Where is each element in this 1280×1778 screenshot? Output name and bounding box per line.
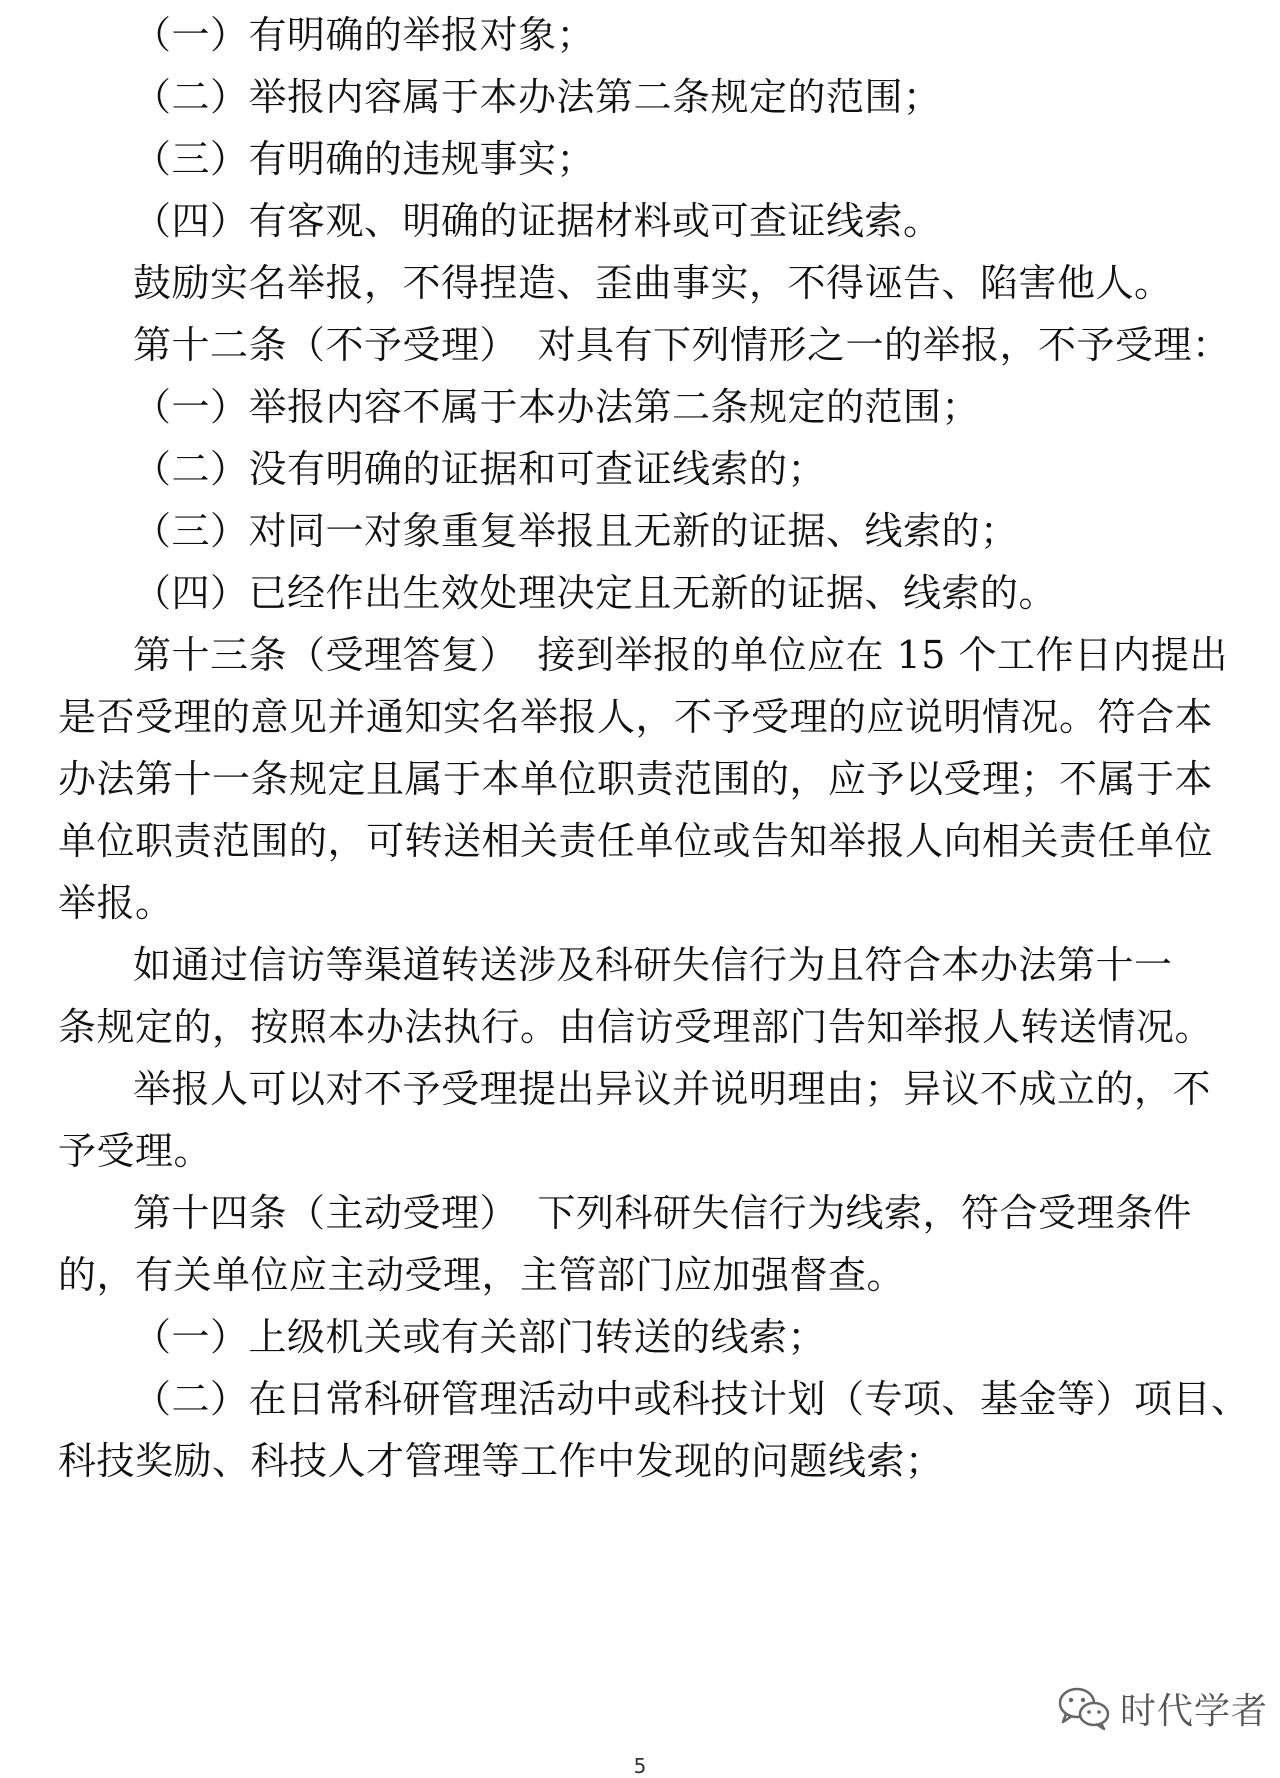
text-line: （四）有客观、明确的证据材料或可查证线索。 — [133, 199, 942, 243]
wechat-icon — [1056, 1684, 1112, 1732]
text-line: 办法第十一条规定且属于本单位职责范围的，应予以受理；不属于本 — [58, 757, 1214, 801]
article-heading-line: 第十四条（主动受理） 下列科研失信行为线索，符合受理条件 — [133, 1191, 1193, 1235]
article-heading-line: 第十三条（受理答复） 接到举报的单位应在 15 个工作日内提出 — [133, 633, 1229, 677]
text-line: （一）有明确的举报对象； — [133, 13, 596, 57]
text-line: 如通过信访等渠道转送涉及科研失信行为且符合本办法第十一 — [133, 943, 1173, 987]
text-line: （二）举报内容属于本办法第二条规定的范围； — [133, 75, 942, 119]
text-line: （一）上级机关或有关部门转送的线索； — [133, 1315, 827, 1359]
text-line: （一）举报内容不属于本办法第二条规定的范围； — [133, 385, 981, 429]
text-line: 条规定的，按照本办法执行。由信访受理部门告知举报人转送情况。 — [58, 1005, 1214, 1049]
text-line: （三）有明确的违规事实； — [133, 137, 596, 181]
text-line: 举报。 — [58, 881, 174, 925]
text-line: （二）没有明确的证据和可查证线索的； — [133, 447, 827, 491]
text-line: 单位职责范围的，可转送相关责任单位或告知举报人向相关责任单位 — [58, 819, 1214, 863]
text-line: 予受理。 — [58, 1129, 213, 1173]
text-line: （二）在日常科研管理活动中或科技计划（专项、基金等）项目、 — [133, 1377, 1250, 1421]
text-line: 的，有关单位应主动受理，主管部门应加强督查。 — [58, 1253, 906, 1297]
page-number: 5 — [633, 1754, 647, 1778]
text-line: （三）对同一对象重复举报且无新的证据、线索的； — [133, 509, 1019, 553]
text-line: （四）已经作出生效处理决定且无新的证据、线索的。 — [133, 571, 1058, 615]
text-line: 是否受理的意见并通知实名举报人，不予受理的应说明情况。符合本 — [58, 695, 1214, 739]
watermark-text: 时代学者 — [1120, 1690, 1269, 1732]
text-line: 举报人可以对不予受理提出异议并说明理由；异议不成立的，不 — [133, 1067, 1212, 1111]
watermark — [1056, 1680, 1268, 1736]
text-line: 科技奖励、科技人才管理等工作中发现的问题线索； — [58, 1439, 944, 1483]
text-line: 鼓励实名举报，不得捏造、歪曲事实，不得诬告、陷害他人。 — [133, 261, 1173, 305]
article-heading-line: 第十二条（不予受理） 对具有下列情形之一的举报，不予受理： — [133, 323, 1231, 367]
